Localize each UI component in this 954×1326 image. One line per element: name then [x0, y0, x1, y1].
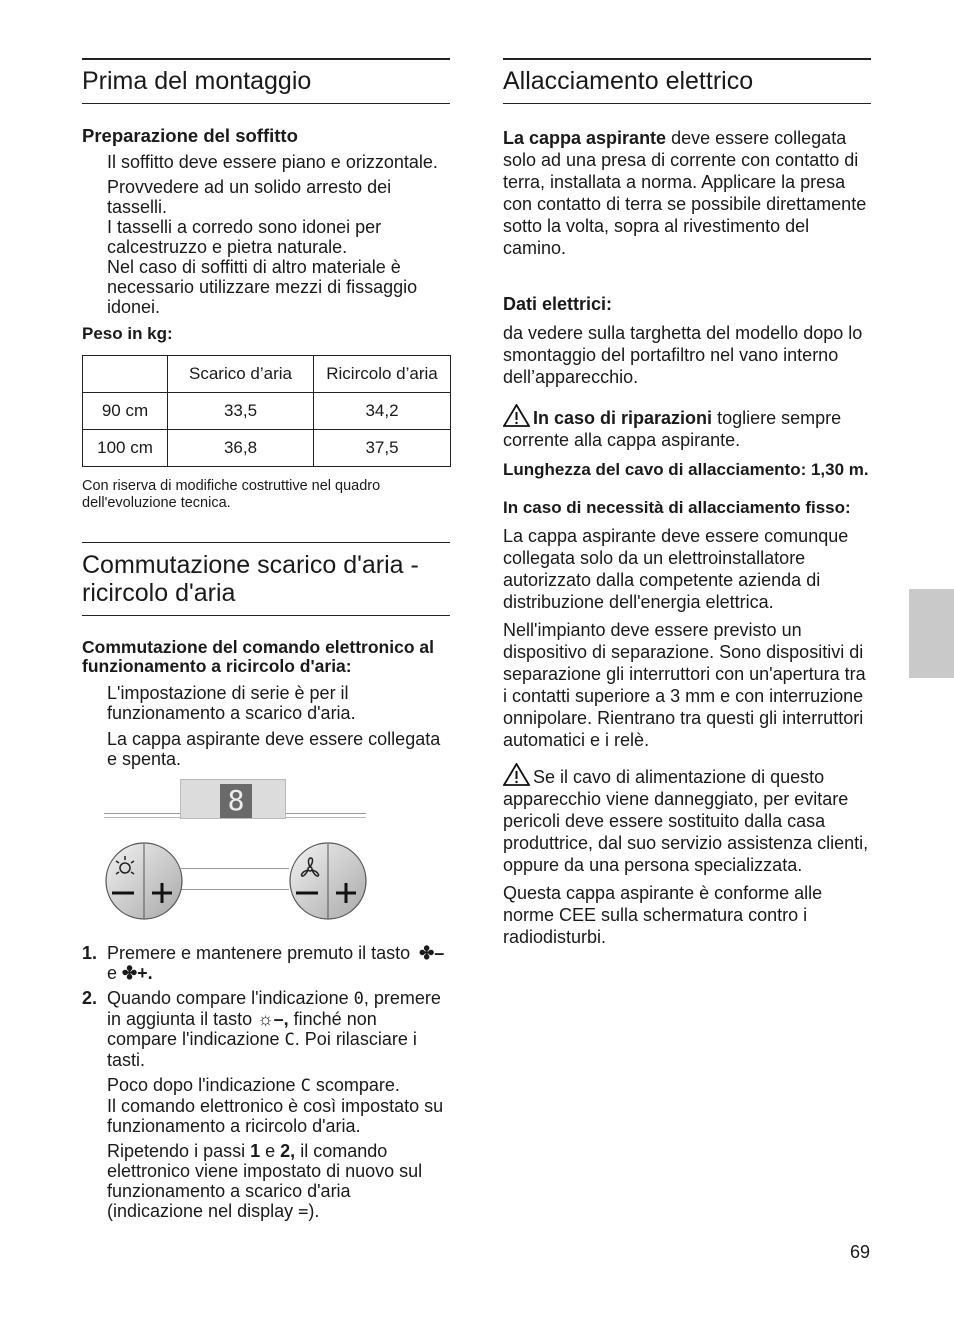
table-header-row: [83, 356, 451, 393]
table-row: [83, 430, 451, 467]
technical-note: Con riserva di modifiche costruttive nel quadro dell'evoluzione tecnica.: [82, 478, 381, 511]
repeat-step: 2,: [280, 1141, 296, 1161]
section-rule: [503, 103, 871, 104]
ceiling-paragraph: Nel caso di soffitti di altro materiale è necessario utilizzare mezzi di fissaggio idonei.: [107, 257, 418, 317]
cable-warning-paragraph: [503, 763, 871, 876]
weight-label: Peso in kg:: [82, 324, 173, 343]
switch-paragraph: L'impostazione di serie è per il funzionamento a scarico d'aria.: [107, 683, 356, 723]
left-column: [82, 58, 450, 1222]
repeat-paragraph: [107, 1141, 450, 1222]
repair-paragraph: [503, 404, 871, 451]
step-number: 1.: [82, 943, 98, 963]
table-header-cell: Ricircolo d’aria: [314, 356, 451, 393]
ceiling-paragraph: I tasselli a corredo sono idonei per calcestruzzo e pietra naturale.: [107, 217, 382, 257]
table-cell: 34,2: [314, 393, 451, 430]
after-text: Poco dopo l'indicazione: [107, 1075, 296, 1095]
control-panel-illustration: [104, 779, 394, 929]
fan-plus-icon: ✤+.: [122, 963, 153, 983]
table-cell: 100 cm: [83, 430, 168, 467]
table-cell: 37,5: [314, 430, 451, 467]
side-tab-marker: [909, 589, 954, 678]
fixed-heading: In caso di necessità di allacciamento fisso:: [503, 498, 851, 517]
page-number: 69: [850, 1242, 871, 1262]
after-paragraph: Il comando elettronico è così impostato su funzionamento a ricircolo d'aria.: [107, 1096, 444, 1136]
display-digit: 8: [220, 784, 252, 818]
weight-table: [82, 355, 451, 467]
section-title-allacciamento: Allacciamento elettrico: [503, 67, 754, 95]
cable-length: Lunghezza del cavo di allacciamento: 1,30 m.: [503, 460, 869, 479]
display-glyph-c: C: [284, 1030, 295, 1050]
warning-icon: [503, 404, 530, 427]
light-minus-icon: ☼–,: [257, 1009, 289, 1029]
repeat-text: e: [265, 1141, 276, 1161]
intro-paragraph: [503, 127, 871, 259]
repeat-text: Ripetendo i passi: [107, 1141, 246, 1161]
display-panel: [180, 779, 286, 819]
warning-icon: [503, 763, 530, 786]
table-header-cell: Scarico d’aria: [168, 356, 314, 393]
table-cell: 36,8: [168, 430, 314, 467]
section-title-line: ricircolo d'aria: [82, 579, 236, 607]
data-paragraph: da vedere sulla targhetta del modello dopo lo smontaggio del portafiltro nel vano interno dell’apparecchio.: [503, 323, 863, 387]
repeat-step: 1: [250, 1141, 261, 1161]
repeat-text: ).: [308, 1201, 320, 1221]
list-item: [82, 988, 450, 1070]
right-column: [503, 58, 871, 948]
after-paragraph: [107, 1075, 450, 1096]
fixed-paragraph: La cappa aspirante deve essere comunque collegata solo da un elettroinstallatore autorizzato dalla competente azienda di distribuzione dell'energia elettrica.: [503, 526, 849, 612]
steps-list: [82, 943, 450, 1070]
table-row: [83, 393, 451, 430]
step-text: , premere in aggiunta il tasto: [107, 988, 441, 1029]
repeat-text: il comando elettronico viene impostato di nuovo sul funzionamento a scarico d'aria (indicazione nel display: [107, 1141, 423, 1221]
section-rule: [82, 103, 450, 104]
section-rule: [82, 615, 450, 616]
table-cell: 90 cm: [83, 393, 168, 430]
light-button-pair[interactable]: [104, 841, 184, 921]
section-title-line: Commutazione scarico d'aria -: [82, 551, 419, 579]
repair-bold: In caso di riparazioni: [533, 408, 713, 428]
step-number: 2.: [82, 988, 98, 1008]
table-header-cell: [83, 356, 168, 393]
display-glyph-0: 0: [353, 989, 364, 1009]
display-glyph-c: C: [300, 1076, 311, 1096]
list-item: [82, 943, 450, 983]
switch-heading: Commutazione del comando elettronico al funzionamento a ricircolo d'aria:: [82, 637, 434, 676]
ceiling-heading: Preparazione del soffitto: [82, 125, 298, 146]
fan-minus-icon: ✤–: [419, 943, 445, 963]
table-cell: 33,5: [168, 393, 314, 430]
conformity-paragraph: Questa cappa aspirante è conforme alle norme CEE sulla schermatura contro i radiodisturbi.: [503, 883, 823, 947]
section-title-commutazione: [82, 543, 450, 615]
fan-button-pair[interactable]: [288, 841, 368, 921]
step-text: . Poi rilasciare i tasti.: [107, 1029, 417, 1070]
fixed-paragraph: Nell'impianto deve essere previsto un dispositivo di separazione. Sono dispositivi di separazione gli interruttori con un'apertura tra i contatti superiore a 3 mm e con interruzione onnipolare. Rientrano tra questi gli interruttori automatici e i relè.: [503, 620, 866, 750]
display-glyph-eq: =: [298, 1202, 309, 1222]
after-text: scompare.: [315, 1075, 400, 1095]
ceiling-paragraph: Provvedere ad un solido arresto dei tasselli.: [107, 177, 392, 217]
step-text: Premere e mantenere premuto il tasto: [107, 943, 411, 963]
switch-paragraph: La cappa aspirante deve essere collegata e spenta.: [107, 729, 441, 769]
ceiling-paragraph: Il soffitto deve essere piano e orizzontale.: [107, 152, 438, 172]
intro-text: deve essere collegata solo ad una presa di corrente con contatto di terra, installata a norma. Applicare la presa con contatto di terra se possibile direttamente sotto la volta, sopra al rivestimento del camino.: [503, 128, 867, 258]
step-text: finché non compare l'indicazione: [107, 1009, 377, 1049]
section-title-prima-del-montaggio: Prima del montaggio: [82, 67, 312, 95]
intro-bold: La cappa aspirante: [503, 128, 667, 148]
cable-warning-text: Se il cavo di alimentazione di questo apparecchio viene danneggiato, per evitare pericoli deve essere sostituito dalla casa produttrice, dal suo servizio assistenza clienti, oppure da una persona specializzata.: [503, 767, 869, 875]
data-heading: Dati elettrici:: [503, 294, 613, 314]
repair-text: togliere sempre corrente alla cappa aspirante.: [503, 408, 842, 450]
step-text: Quando compare l'indicazione: [107, 988, 349, 1008]
step-text: e: [107, 963, 118, 983]
